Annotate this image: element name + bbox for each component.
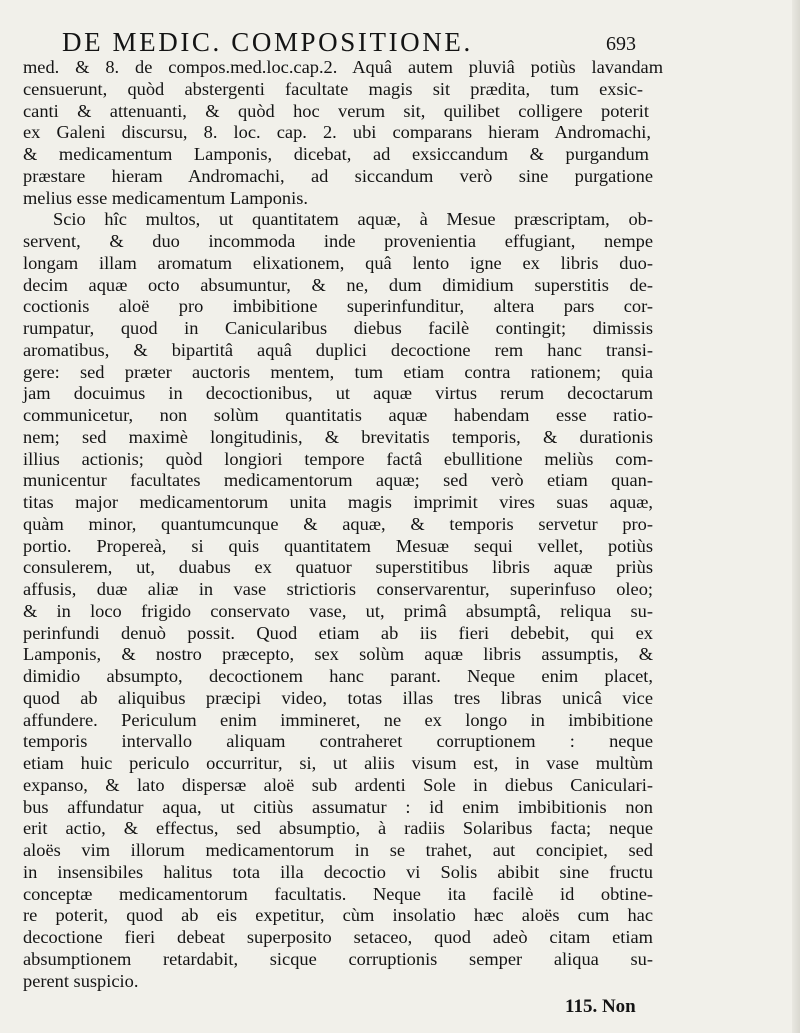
text-line: illius actionis; quòd longiori tempore factâ ebullitione meliùs com- [23,448,653,469]
text-line: præstare hieram Andromachi, ad siccandum verò sine purgatione [23,165,653,186]
text-line: aloës vim illorum medicamentorum in se trahet, aut concipiet, sed [23,840,653,860]
text-line: in insensibiles halitus tota illa decoctio vi Solis abibit sine fructu [23,861,653,882]
text-line: bus affundatur aqua, ut citiùs assumatur : id enim imbibitionis non [23,796,653,817]
text-line: conceptæ medicamentorum facultatis. Neque ita facilè id obtine- [23,883,653,904]
text-line: & medicamentum Lamponis, dicebat, ad exsiccandum & purgandum [23,144,649,164]
text-line: ex Galeni discursu, 8. loc. cap. 2. ubi comparans hieram Andromachi, [23,122,651,143]
text-line: consulerem, ut, duabus ex quatuor superstitibus libris aquæ priùs [23,557,653,578]
text-line: aromatibus, & bipartitâ aquâ duplici decoctione rem hanc transi- [23,339,653,360]
text-line: affundere. Periculum enim immineret, ne ex longo in imbibitione [23,709,653,730]
text-line: decim aquæ octo absumuntur, & ne, dum dimidium superstitis de- [23,274,653,295]
text-line: Scio hîc multos, ut quantitatem aquæ, à Mesue præscriptam, ob- [53,209,653,230]
text-line: coctionis aloë pro imbibitione superinfunditur, altera pars cor- [23,296,653,317]
text-line: titas major medicamentorum unita magis imprimit vires suas aquæ, [23,492,653,512]
text-body [23,57,663,992]
text-line: servent, & duo incommoda inde provenientia effugiant, nempe [23,231,653,251]
text-line: perent suspicio. [23,970,139,991]
text-line: etiam huic periculo occurritur, si, ut aliis visum est, in vase multùm [23,753,653,773]
text-line: dimidio absumpto, decoctionem hanc parant. Neque enim placet, [23,666,653,686]
text-line: rumpatur, quod in Canicularibus diebus facilè contingit; dimissis [23,318,653,338]
text-line: nem; sed maximè longitudinis, & brevitatis temporis, & durationis [23,426,653,447]
text-line: temporis intervallo aliquam contraheret corruptionem : neque [23,731,653,752]
text-line: expanso, & lato dispersæ aloë sub ardenti Sole in diebus Caniculari- [23,774,653,795]
text-line: re poterit, quod ab eis expetitur, cùm insolatio hæc aloës cum hac [23,905,653,926]
text-line: melius esse medicamentum Lamponis. [23,187,308,208]
text-line: censuerunt, quòd abstergenti facultate magis sit prædita, tum exsic- [23,78,643,99]
text-line: quàm minor, quantumcunque & aquæ, & temporis servetur pro- [23,513,653,534]
text-line: erit actio, & effectus, sed absumptio, à radiis Solaribus facta; neque [23,818,653,839]
text-line: affusis, duæ aliæ in vase strictioris conservarentur, superinfuso oleo; [23,579,653,599]
text-line: portio. Propereà, si quis quantitatem Mesuæ sequi vellet, potiùs [23,535,653,556]
facing-page-edge [792,0,800,1033]
text-line: municentur facultates medicamentorum aquæ; sed verò etiam quan- [23,470,653,491]
running-title: DE MEDIC. COMPOSITIONE. [62,27,473,57]
text-line: absumptionem retardabit, sicque corruptionis semper aliqua su- [23,948,653,969]
text-line: longam illam aromatum elixationem, quâ lento igne ex libris duo- [23,252,653,273]
text-line: decoctione fieri debeat superposito setaceo, quod adeò citam etiam [23,927,653,947]
catchword: 115. Non [565,996,636,1017]
text-line: canti & attenuanti, & quòd hoc verum sit, quilibet colligere poterit [23,100,649,121]
page-number: 693 [606,33,636,55]
text-line: quod ab aliquibus præcipi video, totas illas tres libras unicâ vice [23,687,653,708]
text-line: gere: sed præter auctoris mentem, tum etiam contra rationem; quia [23,361,653,382]
text-line: jam docuimus in decoctionibus, ut aquæ virtus rerum decoctarum [23,383,653,404]
text-line: & in loco frigido conservato vase, ut, primâ absumptâ, reliqua su- [23,600,653,621]
text-line: Lamponis, & nostro præcepto, sex solùm aquæ libris assumptis, & [23,644,653,665]
page-header [62,27,662,57]
text-line: perinfundi denuò possit. Quod etiam ab iis fieri debebit, qui ex [23,622,653,643]
text-line: communicetur, non solùm quantitatis aquæ habendam esse ratio- [23,405,653,425]
text-line: med. & 8. de compos.med.loc.cap.2. Aquâ autem pluviâ potiùs lavandam [23,57,663,77]
